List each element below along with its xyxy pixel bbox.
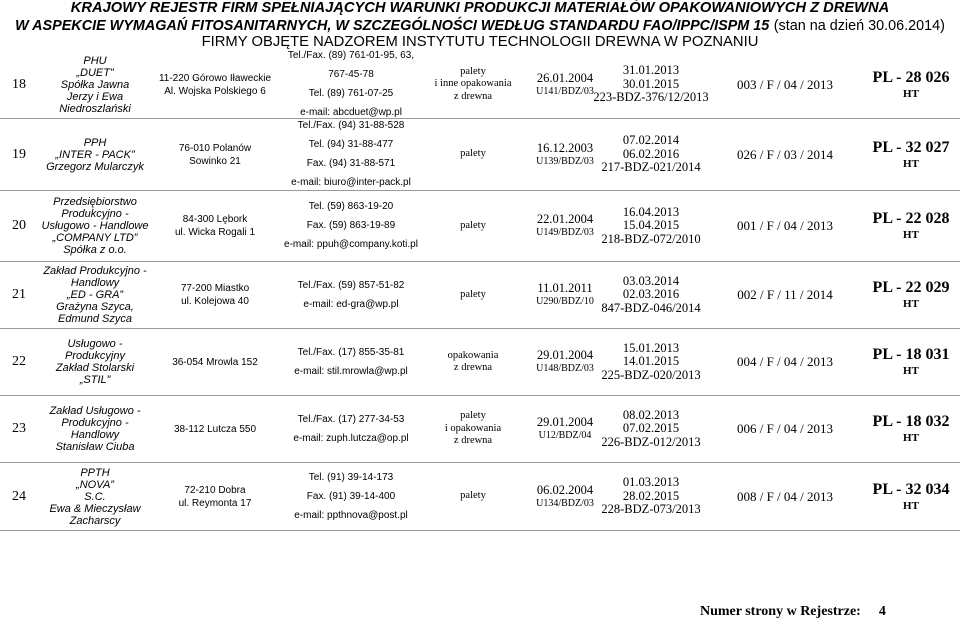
entry-code: U148/BDZ/03	[536, 363, 594, 374]
mark-cell	[868, 463, 960, 530]
company-name-line: „ED - GRA”	[66, 289, 124, 301]
contact-line: Tel. (91) 39-14-173	[308, 471, 394, 483]
contact-line: Tel./Fax. (59) 857-51-82	[297, 279, 405, 291]
address-line: ul. Kolejowa 40	[181, 296, 249, 307]
product-line: palety	[460, 148, 486, 160]
table-row	[0, 463, 960, 531]
address-cell	[152, 119, 278, 190]
company-name-line: Jerzy i Ewa	[66, 90, 124, 103]
product-line: z drewna	[453, 362, 493, 373]
entry-code: U139/BDZ/03	[536, 155, 594, 167]
pl-number: PL - 22 028	[872, 210, 950, 227]
company-cell	[38, 396, 152, 462]
entry-code: U12/BDZ/04	[538, 430, 592, 441]
product-line: palety	[460, 490, 486, 502]
entry-date: 22.01.2004	[536, 212, 594, 226]
contact-line: Tel./Fax. (17) 277-34-53	[297, 413, 405, 425]
product-line: z drewna	[453, 435, 493, 447]
treatment-code: HT	[903, 157, 919, 170]
company-name-line: Handlowy	[70, 277, 120, 289]
company-name-line: „INTER - PACK”	[55, 148, 135, 161]
row-number-cell	[0, 191, 38, 261]
entry-cell	[522, 463, 600, 530]
page-number: 4	[878, 604, 886, 619]
validity-line: 223-BDZ-376/12/2013	[593, 90, 709, 105]
validity-line: 228-BDZ-073/2013	[601, 502, 701, 517]
address-line: Sowinko 21	[189, 155, 241, 167]
treatment-code: HT	[903, 298, 919, 310]
registry-table	[0, 50, 960, 531]
validity-line: 218-BDZ-072/2010	[601, 231, 701, 246]
product-line: palety	[460, 410, 486, 422]
row-number-cell	[0, 463, 38, 530]
company-cell	[38, 191, 152, 261]
address-cell	[152, 262, 278, 328]
contact-cell	[278, 463, 424, 530]
approval-number: 002 / F / 11 / 2014	[737, 287, 833, 302]
validity-line: 03.03.2014	[622, 273, 680, 288]
validity-line: 226-BDZ-012/2013	[601, 434, 701, 449]
table-row	[0, 191, 960, 262]
validity-line: 02.03.2016	[622, 287, 680, 302]
approval-cell	[702, 262, 868, 328]
treatment-code: HT	[903, 432, 919, 444]
mark-cell	[868, 329, 960, 395]
contact-line: e-mail: zuph.lutcza@op.pl	[293, 432, 409, 444]
product-line: palety	[460, 65, 486, 77]
validity-line: 225-BDZ-020/2013	[601, 367, 701, 382]
entry-date: 16.12.2003	[536, 140, 594, 155]
address-line: Al. Wojska Polskiego 6	[164, 85, 266, 97]
address-line: 11-220 Górowo Iławeckie	[158, 72, 272, 84]
company-cell	[38, 329, 152, 395]
table-row	[0, 262, 960, 329]
registry-subtitle	[0, 17, 960, 34]
company-name-line: Grażyna Szyca,	[56, 301, 134, 313]
approval-cell	[702, 119, 868, 190]
company-name-line: PHU	[83, 54, 107, 67]
validity-line: 06.02.2016	[622, 146, 680, 161]
company-name-line: „DUET”	[76, 66, 114, 79]
entry-code: U149/BDZ/03	[536, 227, 594, 238]
company-cell	[38, 119, 152, 190]
product-cell	[424, 329, 522, 395]
company-name-line: „STIL”	[79, 374, 111, 386]
approval-cell	[702, 50, 868, 119]
pl-number: PL - 32 034	[872, 480, 950, 498]
mark-cell	[868, 191, 960, 261]
pl-number: PL - 18 031	[872, 346, 950, 363]
row-number: 23	[12, 421, 26, 436]
contact-line: Fax. (91) 39-14-400	[306, 490, 396, 502]
page-number-label: Numer strony w Rejestrze:	[700, 604, 861, 619]
entry-cell	[522, 396, 600, 462]
row-number-cell	[0, 119, 38, 190]
validity-line: 01.03.2013	[622, 475, 680, 490]
approval-cell	[702, 329, 868, 395]
product-line: palety	[460, 288, 486, 300]
address-line: 84-300 Lębork	[182, 214, 248, 225]
validity-cell	[600, 191, 702, 261]
company-name-line: Zakład Usługowo -	[49, 405, 141, 417]
product-line: i opakowania	[444, 422, 502, 434]
approval-cell	[702, 396, 868, 462]
approval-number: 026 / F / 03 / 2014	[736, 146, 834, 162]
product-line: i inne opakowania	[434, 78, 512, 90]
product-line: z drewna	[453, 90, 493, 102]
contact-cell	[278, 119, 424, 190]
validity-line: 07.02.2015	[622, 421, 680, 436]
mark-cell	[868, 50, 960, 119]
contact-line: Tel./Fax. (94) 31-88-528	[297, 120, 405, 131]
pl-number: PL - 18 032	[872, 413, 950, 430]
company-name-line: PPH	[83, 136, 107, 149]
address-cell	[152, 396, 278, 462]
registry-subtitle-text: W ASPEKCIE WYMAGAŃ FITOSANITARNYCH, W SZCZEGÓLNOŚCI WEDŁUG STANDARDU FAO/IPPC/ISPM 15	[15, 18, 770, 34]
address-line: ul. Reymonta 17	[178, 497, 252, 509]
company-name-line: Stanisław Ciuba	[55, 441, 135, 453]
row-number-cell	[0, 329, 38, 395]
entry-code: U134/BDZ/03	[536, 497, 594, 509]
row-number: 22	[12, 354, 26, 369]
contact-line: Tel./Fax. (89) 761-01-95, 63,	[287, 50, 415, 61]
company-name-line: Handlowy	[70, 429, 120, 441]
entry-cell	[522, 119, 600, 190]
address-line: 76-010 Polanów	[178, 142, 252, 154]
company-name-line: Produkcyjny	[65, 350, 125, 362]
address-cell	[152, 329, 278, 395]
address-line: ul. Wicka Rogali 1	[174, 227, 256, 238]
company-name-line: S.C.	[84, 490, 106, 503]
mark-cell	[868, 262, 960, 328]
validity-cell	[600, 396, 702, 462]
approval-number: 004 / F / 04 / 2013	[736, 354, 834, 369]
contact-cell	[278, 329, 424, 395]
entry-cell	[522, 329, 600, 395]
address-cell	[152, 50, 278, 119]
company-cell	[38, 463, 152, 530]
contact-cell	[278, 50, 424, 119]
table-row	[0, 119, 960, 191]
entry-date: 11.01.2011	[537, 281, 593, 295]
validity-line: 31.01.2013	[622, 63, 680, 78]
product-cell	[424, 119, 522, 190]
entry-code: U141/BDZ/03	[536, 85, 594, 97]
validity-line: 16.04.2013	[622, 204, 680, 219]
contact-line: Tel. (59) 863-19-20	[308, 201, 394, 212]
treatment-code: HT	[903, 499, 919, 512]
company-name-line: Usługowo - Handlowe	[41, 220, 149, 232]
validity-line: 08.02.2013	[622, 407, 680, 422]
treatment-code: HT	[903, 229, 919, 241]
company-name-line: Produkcyjno -	[61, 208, 129, 220]
validity-line: 15.04.2015	[622, 218, 680, 233]
contact-line: e-mail: ed-gra@wp.pl	[303, 298, 399, 310]
company-name-line: Spółka z o.o.	[63, 244, 127, 256]
registry-header	[0, 0, 960, 50]
contact-line: Tel. (89) 761-07-25	[308, 88, 394, 99]
contact-line: Fax. (94) 31-88-571	[306, 158, 396, 169]
validity-line: 28.02.2015	[622, 488, 680, 503]
pl-number: PL - 28 026	[872, 68, 950, 86]
company-name-line: Produkcyjno -	[61, 417, 129, 429]
company-name-line: Zacharscy	[69, 514, 121, 527]
product-line: opakowania	[447, 349, 499, 361]
row-number: 19	[12, 146, 26, 162]
company-name-line: Zakład Stolarski	[55, 362, 135, 374]
product-line: palety	[460, 219, 486, 231]
address-cell	[152, 463, 278, 530]
validity-cell	[600, 463, 702, 530]
treatment-code: HT	[903, 87, 919, 100]
product-cell	[424, 396, 522, 462]
entry-date: 06.02.2004	[536, 482, 594, 497]
company-name-line: Zakład Produkcyjno -	[43, 265, 147, 277]
address-line: 36-054 Mrowla 152	[172, 356, 258, 368]
company-name-line: „COMPANY LTD”	[52, 232, 138, 244]
contact-line: 767-45-78	[328, 69, 374, 80]
entry-cell	[522, 191, 600, 261]
company-cell	[38, 262, 152, 328]
entry-cell	[522, 50, 600, 119]
validity-cell	[600, 262, 702, 328]
row-number-cell	[0, 50, 38, 119]
entry-cell	[522, 262, 600, 328]
company-name-line: Edmund Szyca	[58, 313, 132, 325]
address-line: 38-112 Lutcza 550	[173, 423, 257, 435]
approval-number: 001 / F / 04 / 2013	[736, 218, 834, 233]
contact-cell	[278, 396, 424, 462]
entry-code: U290/BDZ/10	[536, 296, 594, 307]
mark-cell	[868, 119, 960, 190]
mark-cell	[868, 396, 960, 462]
contact-line: e-mail: stil.mrowla@wp.pl	[294, 365, 408, 377]
company-name-line: Spółka Jawna	[60, 78, 130, 91]
row-number: 21	[12, 287, 26, 302]
table-row	[0, 396, 960, 463]
company-name-line: „NOVA”	[76, 478, 114, 491]
approval-cell	[702, 463, 868, 530]
entry-date: 26.01.2004	[536, 70, 594, 85]
address-line: 72-210 Dobra	[184, 484, 246, 496]
entry-date: 29.01.2004	[536, 348, 594, 362]
contact-line: e-mail: ppthnova@post.pl	[294, 509, 408, 521]
company-name-line: Niedroszlański	[59, 102, 131, 115]
validity-cell	[600, 119, 702, 190]
registry-title: KRAJOWY REJESTR FIRM SPEŁNIAJĄCYCH WARUNKI PRODUKCJI MATERIAŁÓW OPAKOWANIOWYCH Z DREWNA	[70, 0, 890, 16]
company-cell	[38, 50, 152, 119]
validity-line: 15.01.2013	[622, 340, 680, 355]
contact-line: Fax. (59) 863-19-89	[306, 220, 396, 231]
row-number: 18	[12, 76, 26, 92]
approval-number: 006 / F / 04 / 2013	[736, 421, 834, 436]
company-name-line: Przedsiębiorstwo	[53, 196, 137, 208]
contact-cell	[278, 262, 424, 328]
address-line: 77-200 Miastko	[180, 283, 250, 294]
validity-cell	[600, 329, 702, 395]
row-number: 20	[12, 218, 26, 233]
page-number-footer	[700, 604, 886, 620]
pl-number: PL - 32 027	[872, 138, 950, 156]
product-cell	[424, 262, 522, 328]
company-name-line: PPTH	[80, 466, 110, 479]
address-cell	[152, 191, 278, 261]
validity-line: 14.01.2015	[622, 354, 680, 369]
contact-cell	[278, 191, 424, 261]
pl-number: PL - 22 029	[872, 279, 950, 296]
validity-line: 217-BDZ-021/2014	[601, 160, 701, 175]
row-number-cell	[0, 262, 38, 328]
company-name-line: Ewa & Mieczysław	[49, 502, 141, 515]
contact-line: Tel. (94) 31-88-477	[308, 139, 394, 150]
row-number: 24	[12, 488, 26, 504]
company-name-line: Usługowo -	[67, 338, 123, 350]
contact-line: e-mail: abcduet@wp.pl	[300, 107, 402, 118]
company-name-line: Grzegorz Mularczyk	[46, 160, 144, 173]
approval-number: 003 / F / 04 / 2013	[736, 76, 834, 92]
table-row	[0, 329, 960, 396]
supervisor-heading: FIRMY OBJĘTE NADZOREM INSTYTUTU TECHNOLOGII DREWNA W POZNANIU	[201, 34, 759, 50]
approval-number: 008 / F / 04 / 2013	[736, 488, 834, 504]
validity-line: 30.01.2015	[622, 76, 680, 91]
table-row	[0, 50, 960, 119]
registry-date-note: (stan na dzień 30.06.2014)	[773, 18, 945, 34]
contact-line: e-mail: ppuh@company.koti.pl	[284, 239, 418, 250]
product-cell	[424, 191, 522, 261]
contact-line: Tel./Fax. (17) 855-35-81	[297, 346, 405, 358]
treatment-code: HT	[903, 365, 919, 377]
validity-cell	[593, 50, 709, 119]
validity-line: 847-BDZ-046/2014	[601, 300, 701, 315]
validity-line: 07.02.2014	[622, 133, 680, 148]
contact-line: e-mail: biuro@inter-pack.pl	[291, 177, 411, 188]
approval-cell	[702, 191, 868, 261]
product-cell	[424, 463, 522, 530]
product-cell	[424, 50, 522, 119]
entry-date: 29.01.2004	[536, 415, 594, 429]
row-number-cell	[0, 396, 38, 462]
